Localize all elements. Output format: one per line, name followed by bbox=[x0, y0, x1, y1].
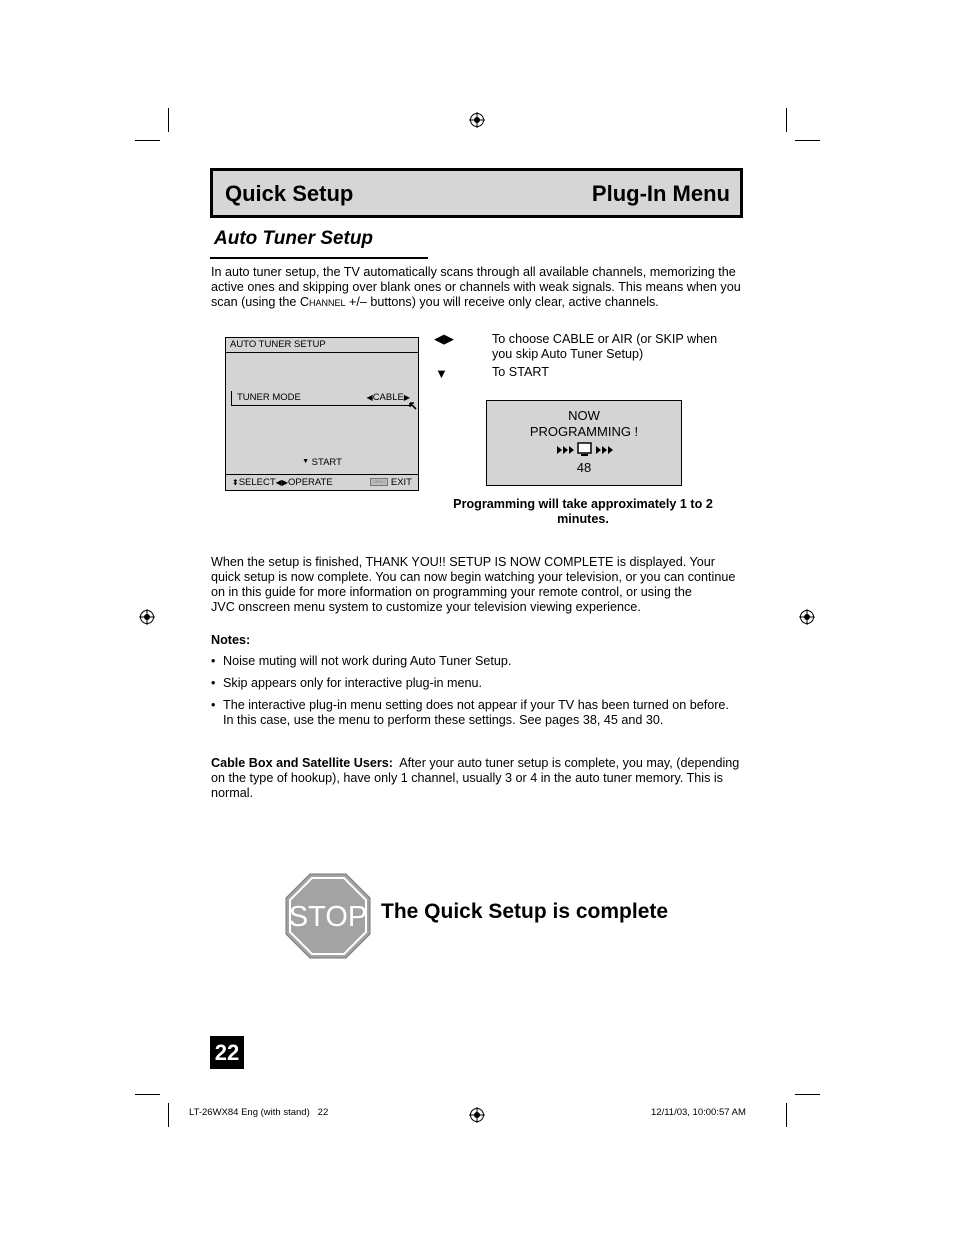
programming-line: NOW bbox=[568, 408, 600, 423]
triangle-left-icon: ◀ bbox=[366, 393, 373, 402]
down-instruction: To START bbox=[492, 365, 549, 379]
note-item bbox=[211, 676, 482, 691]
page-header bbox=[210, 168, 743, 218]
instruction-line: you skip Auto Tuner Setup) bbox=[492, 347, 644, 361]
registration-mark-icon bbox=[139, 609, 155, 625]
note-item bbox=[211, 654, 511, 669]
registration-mark-icon bbox=[469, 112, 485, 128]
completion-line: on in this guide for more information on programming your remote control, or using the bbox=[211, 585, 692, 599]
cable-line: on the type of hookup), have only 1 channel, usually 3 or 4 in the auto tuner memory. This is bbox=[211, 771, 723, 785]
tv-icon bbox=[577, 442, 592, 457]
intro-line bbox=[211, 295, 746, 310]
programming-note-line: minutes. bbox=[557, 512, 609, 526]
crop-mark bbox=[168, 1103, 169, 1127]
programming-note-line: Programming will take approximately 1 to 2 bbox=[453, 497, 713, 511]
tuner-mode-value: CABLE bbox=[372, 392, 404, 403]
osd-title: AUTO TUNER SETUP bbox=[230, 339, 326, 350]
section-rule bbox=[210, 257, 428, 259]
tuner-mode-row[interactable] bbox=[231, 391, 412, 406]
registration-mark-icon bbox=[799, 609, 815, 625]
triangle-down-icon: ▼ bbox=[302, 458, 310, 465]
crop-mark bbox=[135, 1094, 160, 1095]
section-title: Auto Tuner Setup bbox=[214, 228, 374, 249]
intro-line: active ones and skipping over blank ones or channels with weak signals. This means when you bbox=[211, 280, 741, 294]
cursor-arrow-icon bbox=[409, 402, 417, 410]
start-label: START bbox=[311, 457, 342, 468]
start-option[interactable] bbox=[226, 457, 418, 468]
now-programming-box bbox=[486, 400, 682, 486]
stop-sign-text: STOP bbox=[288, 901, 368, 933]
crop-mark bbox=[786, 108, 787, 132]
completion-line: When the setup is finished, THANK YOU!! SETUP IS NOW COMPLETE is displayed. Your bbox=[211, 555, 715, 569]
crop-mark bbox=[135, 140, 160, 141]
page-number: 22 bbox=[210, 1036, 244, 1069]
crop-mark bbox=[168, 108, 169, 132]
scan-arrows-icon bbox=[557, 446, 575, 454]
osd-bottom-left bbox=[232, 475, 333, 490]
note-text: Skip appears only for interactive plug-in menu. bbox=[223, 676, 483, 690]
note-text: Noise muting will not work during Auto Tuner Setup. bbox=[223, 654, 512, 668]
intro-paragraph bbox=[211, 265, 746, 310]
cable-line: normal. bbox=[211, 786, 253, 800]
down-arrow-icon: ▼ bbox=[435, 366, 448, 381]
operate-label: OPERATE bbox=[287, 477, 333, 488]
progress-indicator bbox=[487, 440, 681, 460]
quick-setup-complete-title: The Quick Setup is complete bbox=[381, 900, 669, 923]
note-text: The interactive plug-in menu setting does not appear if your TV has been turned on before. bbox=[223, 698, 729, 712]
programming-note bbox=[448, 497, 718, 527]
osd-bottom-bar bbox=[226, 474, 418, 490]
completion-line: quick setup is now complete. You can now begin watching your television, or you can continue bbox=[211, 570, 736, 584]
intro-text: scan (using the bbox=[211, 295, 300, 309]
left-right-arrows-icon: ◀▶ bbox=[434, 331, 454, 346]
exit-label: EXIT bbox=[390, 477, 412, 488]
footer-right: 12/11/03, 10:00:57 AM bbox=[651, 1107, 746, 1118]
bullet-icon: • bbox=[211, 676, 216, 690]
osd-title-bar bbox=[226, 338, 418, 353]
tuner-mode-value-group bbox=[367, 391, 410, 405]
auto-tuner-setup-screen bbox=[225, 337, 419, 491]
programming-line: PROGRAMMING ! bbox=[529, 424, 639, 439]
cable-lead: Cable Box and Satellite Users: bbox=[211, 756, 393, 770]
completion-paragraph bbox=[211, 555, 751, 615]
header-right-title: Plug-In Menu bbox=[591, 181, 730, 206]
stop-sign-icon bbox=[285, 873, 371, 959]
crop-mark bbox=[786, 1103, 787, 1127]
channel-number: 48 bbox=[576, 460, 592, 475]
left-right-instruction bbox=[492, 332, 742, 362]
osd-bottom-right bbox=[370, 475, 412, 490]
crop-mark bbox=[795, 140, 820, 141]
note-item bbox=[211, 698, 751, 728]
note-text: In this case, use the menu to perform these settings. See pages 38, 45 and 30. bbox=[223, 713, 664, 727]
triangle-right-icon: ▶ bbox=[403, 393, 410, 402]
select-label: SELECT bbox=[238, 477, 276, 488]
completion-line: JVC onscreen menu system to customize your television viewing experience. bbox=[211, 600, 641, 614]
cable-line bbox=[211, 756, 751, 771]
channel-word: Channel bbox=[299, 295, 346, 309]
instruction-line: To choose CABLE or AIR (or SKIP when bbox=[492, 332, 718, 346]
note-line bbox=[211, 713, 751, 728]
note-line bbox=[211, 698, 751, 713]
registration-mark-icon bbox=[469, 1107, 485, 1123]
menu-button-icon: MENU bbox=[370, 478, 388, 486]
cable-box-paragraph bbox=[211, 756, 751, 801]
cable-text: After your auto tuner setup is complete, you may, (depending bbox=[392, 756, 740, 770]
bullet-icon: • bbox=[211, 654, 216, 668]
crop-mark bbox=[795, 1094, 820, 1095]
intro-line: In auto tuner setup, the TV automatically scans through all available channels, memorizing the bbox=[211, 265, 736, 279]
intro-text: +/– buttons) you will receive only clear, active channels. bbox=[345, 295, 659, 309]
left-right-arrow-icon: ◀▶ bbox=[275, 478, 288, 487]
header-left-title: Quick Setup bbox=[225, 181, 354, 206]
tuner-mode-label: TUNER MODE bbox=[237, 392, 301, 403]
footer-left: LT-26WX84 Eng (with stand) 22 bbox=[189, 1107, 329, 1118]
up-down-arrow-icon: ⬍ bbox=[232, 478, 239, 487]
bullet-icon: • bbox=[211, 698, 216, 712]
scan-arrows-icon bbox=[596, 446, 614, 454]
notes-heading: Notes: bbox=[211, 633, 251, 647]
